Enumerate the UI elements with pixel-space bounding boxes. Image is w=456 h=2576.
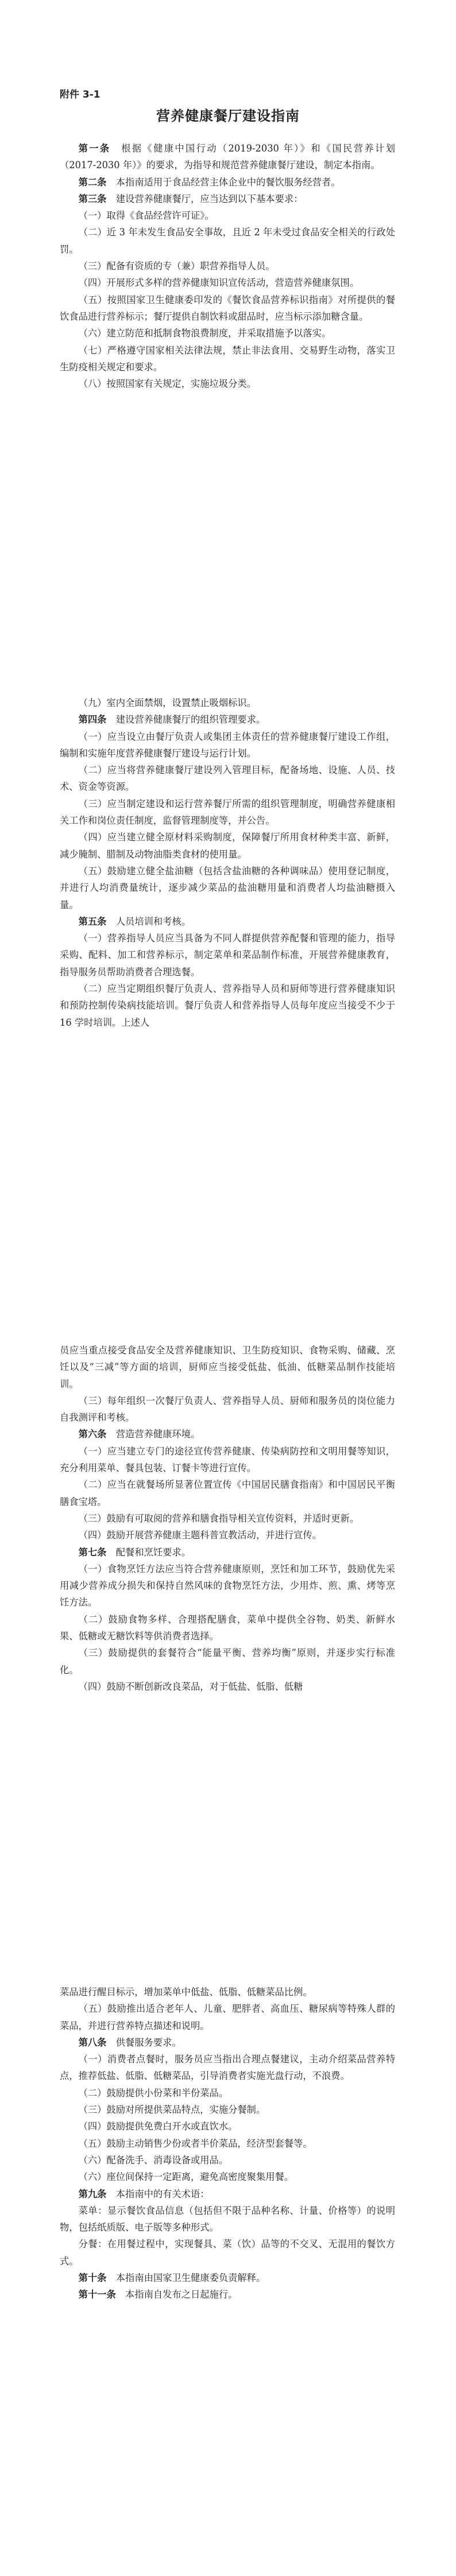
paragraph-text: （五）按照国家卫生健康委印发的《餐饮食品营养标识指南》对所提供的餐饮食品进行营养标示；餐厅提供自制饮料或甜品时，应当标示添加糖含量。 bbox=[60, 294, 395, 322]
paragraph-text: 员应当重点接受食品安全及营养健康知识、卫生防疫知识、食物采购、储藏、烹饪以及“三减”等方面的培训，厨师应当接受低盐、低油、低糖菜品制作技能培训。 bbox=[60, 1345, 395, 1390]
paragraph bbox=[60, 1984, 395, 2000]
paragraph bbox=[60, 207, 395, 224]
annex-label: 附件 3-1 bbox=[60, 89, 101, 100]
paragraph bbox=[60, 2034, 395, 2051]
article-number: 第四条 bbox=[78, 714, 107, 726]
article-number: 第八条 bbox=[78, 2036, 107, 2048]
paragraph-text: （三）鼓励对所提供菜品特点，实施分餐制。 bbox=[78, 2104, 266, 2116]
paragraph-text: （八）按照国家有关规定，实施垃圾分类。 bbox=[78, 378, 256, 390]
paragraph bbox=[60, 863, 395, 913]
paragraph-text: （六）配备洗手、消毒设备或用品。 bbox=[78, 2154, 229, 2166]
article-number: 第十条 bbox=[78, 2272, 107, 2284]
paragraph bbox=[60, 2236, 395, 2269]
paragraph-text: （四）应当建立健全原材料采购制度，保障餐厅所用食材种类丰富、新鲜，减少腌制、腊制及动物油脂类食材的使用量。 bbox=[60, 832, 395, 860]
paragraph bbox=[60, 224, 395, 258]
paragraph bbox=[60, 2000, 395, 2034]
article-number: 第十一条 bbox=[78, 2289, 116, 2300]
paragraph-text: 本指南自发布之日起施行。 bbox=[125, 2289, 238, 2300]
paragraph bbox=[60, 1561, 395, 1611]
paragraph-text: （六）座位间保持一定距离，避免高密度聚集用餐。 bbox=[78, 2171, 294, 2183]
paragraph-text: （九）室内全面禁烟，设置禁止吸烟标识。 bbox=[78, 697, 256, 708]
paragraph bbox=[60, 1342, 395, 1392]
paragraph bbox=[60, 1644, 395, 1678]
paragraph bbox=[60, 1527, 395, 1543]
paragraph-text: 配餐和烹饪要求。 bbox=[115, 1546, 191, 1558]
paragraph bbox=[60, 258, 395, 274]
paragraph-text: （三）每年组织一次餐厅负责人、营养指导人员、厨师和服务员的岗位能力自我测评和考核。 bbox=[60, 1395, 395, 1423]
paragraph-text: （二）应当将营养健康餐厅建设列入管理目标，配备场地、设施、人员、技术、资金等资源。 bbox=[60, 765, 395, 793]
paragraph bbox=[60, 1544, 395, 1561]
paragraph bbox=[60, 1611, 395, 1645]
paragraph-text: （三）配备有资质的专（兼）职营养指导人员。 bbox=[78, 261, 275, 272]
paragraph-text: （一）应当设立由餐厅负责人或集团主体责任的营养健康餐厅建设工作组，编制和实施年度营养健康餐厅建设与运行计划。 bbox=[60, 731, 395, 759]
paragraph bbox=[60, 762, 395, 796]
paragraph bbox=[60, 325, 395, 342]
paragraph bbox=[60, 2085, 395, 2101]
paragraph-text: （三）鼓励提供的套餐符合“能量平衡、营养均衡”原则，并逐步实行标准化。 bbox=[60, 1647, 395, 1675]
paragraph-text: （四）鼓励不断创新改良菜品，对于低盐、低脂、低糖 bbox=[78, 1681, 303, 1692]
paragraph bbox=[60, 695, 395, 711]
article-number: 第二条 bbox=[78, 176, 107, 188]
paragraph-text: 营造营养健康环境。 bbox=[115, 1429, 200, 1440]
page-1-body bbox=[60, 140, 395, 392]
paragraph bbox=[60, 1510, 395, 1527]
paragraph-text: （一）营养指导人员应当具备为不同人群提供营养配餐和管理的能力，指导采购、配料、加工和营养标示，制定菜单和菜品制作标准，开展营养健康教育，指导服务员帮助消费者合理选餐。 bbox=[60, 933, 395, 977]
paragraph-text: （一）应当建立专门的途径宣传营养健康、传染病防控和文明用餐等知识，充分利用菜单、餐具包装、订餐卡等进行宣传。 bbox=[60, 1445, 395, 1474]
paragraph-text: （四）鼓励开展营养健康主题科普宣教活动，并进行宣传。 bbox=[78, 1530, 322, 1541]
article-number: 第七条 bbox=[78, 1546, 107, 1558]
paragraph bbox=[60, 980, 395, 1031]
article-number: 第五条 bbox=[78, 915, 107, 927]
paragraph bbox=[60, 829, 395, 863]
paragraph-text: 建设营养健康餐厅，应当达到以下基本要求： bbox=[115, 193, 303, 204]
document-title: 营养健康餐厅建设指南 bbox=[156, 108, 300, 124]
paragraph-text: （一）取得《食品经营许可证》。 bbox=[78, 210, 214, 222]
article-number: 第六条 bbox=[78, 1429, 107, 1440]
paragraph-text: （二）鼓励提供小份菜和半份菜品。 bbox=[78, 2087, 229, 2098]
paragraph-text: 本指南由国家卫生健康委负责解释。 bbox=[115, 2272, 266, 2284]
paragraph bbox=[60, 728, 395, 762]
paragraph-text: 供餐服务要求。 bbox=[115, 2036, 181, 2048]
paragraph bbox=[60, 191, 395, 207]
paragraph-text: 菜单：显示餐饮食品信息（包括但不限于品种名称、计量、价格等）的说明物，包括纸质版、电子版等多种形式。 bbox=[60, 2205, 395, 2233]
paragraph bbox=[60, 2202, 395, 2236]
paragraph bbox=[60, 1678, 395, 1695]
paragraph-text: （三）鼓励有可取阅的营养和膳食指导相关宣传资料，并适时更新。 bbox=[78, 1512, 360, 1524]
paragraph-text: （五）鼓励主动销售少份或者半价菜品，经济型套餐等。 bbox=[78, 2137, 312, 2149]
article-number: 第一条 bbox=[78, 143, 111, 154]
paragraph bbox=[60, 1443, 395, 1477]
paragraph-text: 本指南中的有关术语： bbox=[115, 2188, 210, 2199]
paragraph-text: 建设营养健康餐厅的组织管理要求。 bbox=[115, 714, 266, 726]
paragraph-text: （二）应当在就餐场所显著位置宣传《中国居民膳食指南》和中国居民平衡膳食宝塔。 bbox=[60, 1479, 395, 1507]
paragraph bbox=[60, 292, 395, 325]
paragraph-text: （六）建立防范和抵制食物浪费制度，并采取措施予以落实。 bbox=[78, 328, 331, 339]
paragraph bbox=[60, 2051, 395, 2085]
paragraph-text: （七）严格遵守国家相关法律法规，禁止非法食用、交易野生动物，落实卫生防疫相关规定和要求。 bbox=[60, 344, 395, 373]
paragraph bbox=[60, 1476, 395, 1510]
paragraph-text: （四）鼓励提供免费白开水或直饮水。 bbox=[78, 2121, 238, 2132]
article-number: 第三条 bbox=[78, 193, 107, 204]
paragraph-text: （二）鼓励食物多样、合理搭配膳食，菜单中提供全谷物、奶类、新鲜水果、低糖或无糖饮料等供消费者选择。 bbox=[60, 1613, 395, 1642]
paragraph-text: （五）鼓励建立健全盐油糖（包括含盐油糖的各种调味品）使用登记制度，并进行人均消费量统计，逐步减少菜品的盐油糖用量和消费者人均盐油糖摄入量。 bbox=[60, 865, 395, 910]
paragraph bbox=[60, 1426, 395, 1442]
paragraph-text: （二）近 3 年未发生食品安全事故，且近 2 年未受过食品安全相关的行政处罚。 bbox=[60, 227, 395, 255]
page-2-body bbox=[60, 695, 395, 1031]
paragraph bbox=[60, 2168, 395, 2185]
page-3-body bbox=[60, 1342, 395, 1695]
paragraph bbox=[60, 2152, 395, 2168]
paragraph bbox=[60, 1392, 395, 1426]
paragraph bbox=[60, 342, 395, 376]
paragraph bbox=[60, 2269, 395, 2286]
paragraph bbox=[60, 930, 395, 980]
paragraph bbox=[60, 711, 395, 728]
paragraph-text: 分餐：在用餐过程中，实现餐具、菜（饮）品等的不交叉、无混用的餐饮方式。 bbox=[60, 2239, 395, 2267]
paragraph bbox=[60, 2101, 395, 2118]
paragraph bbox=[60, 274, 395, 291]
page-4-body bbox=[60, 1984, 395, 2303]
paragraph bbox=[60, 913, 395, 930]
paragraph bbox=[60, 2186, 395, 2202]
paragraph-text: （四）开展形式多样的营养健康知识宣传活动，营造营养健康氛围。 bbox=[78, 277, 360, 289]
paragraph-text: （一）消费者点餐时，服务员应当指出合理点餐建议，主动介绍菜品营养特点，推荐低盐、低脂、低糖菜品，引导消费者实施光盘行动，不浪费。 bbox=[60, 2054, 395, 2082]
paragraph bbox=[60, 796, 395, 829]
paragraph-text: 本指南适用于食品经营主体企业中的餐饮服务经营者。 bbox=[115, 176, 341, 188]
paragraph bbox=[60, 2118, 395, 2135]
paragraph-text: 根据《健康中国行动（2019-2030 年）》和《国民营养计划（2017-2030 年）》的要求，为指导和规范营养健康餐厅建设，制定本指南。 bbox=[60, 143, 395, 171]
paragraph bbox=[60, 2135, 395, 2152]
paragraph-text: （五）鼓励推出适合老年人、儿童、肥胖者、高血压、糖尿病等特殊人群的菜品，并进行营养特点描述和说明。 bbox=[60, 2003, 395, 2031]
paragraph-text: 菜品进行醒目标示，增加菜单中低盐、低脂、低糖菜品比例。 bbox=[60, 1987, 312, 1997]
paragraph bbox=[60, 174, 395, 191]
paragraph-text: （二）应当定期组织餐厅负责人、营养指导人员和厨师等进行营养健康知识和预防控制传染病技能培训。餐厅负责人和营养指导人员每年度应当接受不少于 16 学时培训。上述人 bbox=[60, 983, 395, 1028]
paragraph bbox=[60, 140, 395, 174]
paragraph-text: 人员培训和考核。 bbox=[115, 915, 191, 927]
paragraph-text: （三）应当制定建设和运行营养餐厅所需的组织管理制度，明确营养健康相关工作和岗位责任制度，监督管理制度等，并公告。 bbox=[60, 798, 395, 827]
paragraph bbox=[60, 375, 395, 392]
article-number: 第九条 bbox=[78, 2188, 107, 2199]
paragraph-text: （一）食物烹饪方法应当符合营养健康原则，烹饪和加工环节，鼓励优先采用减少营养成分损失和保持自然风味的食物烹饪方法，少用炸、煎、熏、烤等烹饪方法。 bbox=[60, 1563, 395, 1608]
paragraph bbox=[60, 2286, 395, 2303]
